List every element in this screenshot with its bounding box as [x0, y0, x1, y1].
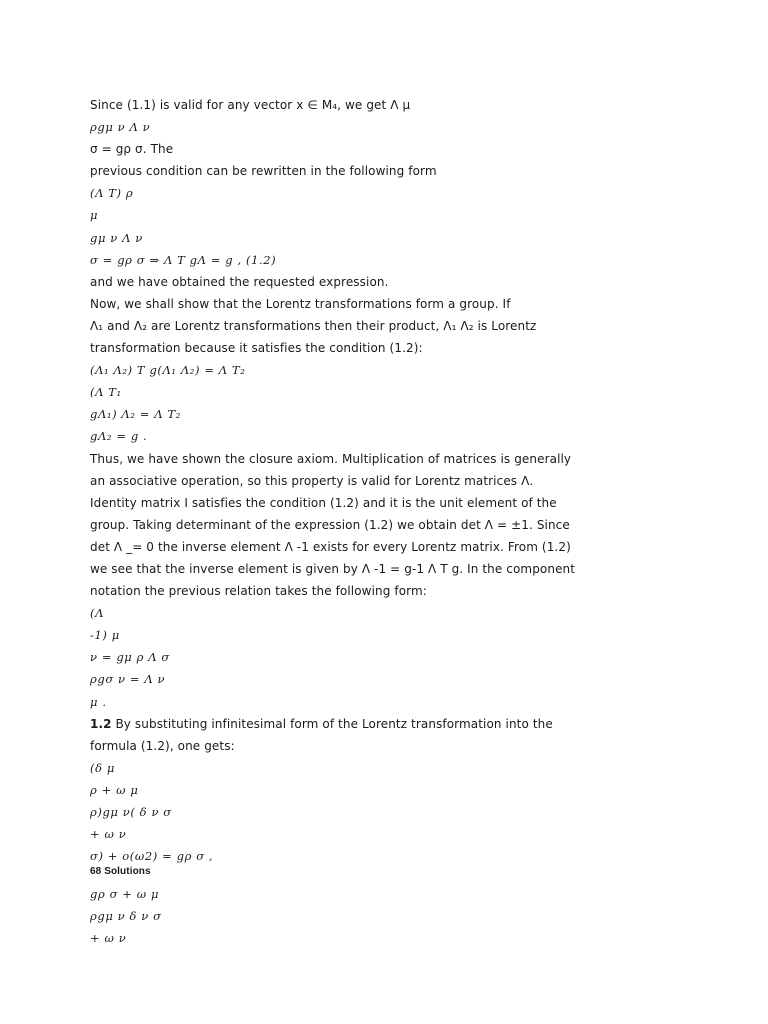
line-text: By substituting infinitesimal form of the Lorentz transformation into the [111, 716, 553, 731]
text-line [90, 403, 730, 425]
text-line [90, 492, 730, 514]
text-line [90, 558, 730, 580]
text-line [90, 668, 730, 690]
text-line [90, 735, 730, 757]
line-text: (Λ₁ Λ₂) T g(Λ₁ Λ₂) = Λ T₂ [90, 363, 246, 378]
text-line [90, 293, 730, 315]
line-text: μ . [90, 694, 107, 709]
text-line [90, 425, 730, 447]
text-line [90, 204, 730, 226]
text-line [90, 337, 730, 359]
line-text: ρ)gμ ν( δ ν σ [90, 805, 172, 819]
line-text: Thus, we have shown the closure axiom. Multiplication of matrices is generally [90, 451, 572, 466]
line-text: ρ + ω μ [90, 782, 139, 797]
line-text: ρgσ ν = Λ ν [90, 672, 166, 687]
line-text: ν = gμ ρ Λ σ [90, 650, 170, 665]
text-line [90, 381, 730, 403]
text-line [90, 359, 730, 381]
line-text: we see that the inverse element is given by Λ -1 = g-1 Λ T g. In the component [90, 561, 576, 576]
text-line [90, 315, 730, 337]
line-text: (δ μ [90, 760, 115, 775]
problem-number: 1.2 [90, 716, 112, 731]
text-line [90, 691, 730, 713]
line-text: an associative operation, so this property is valid for Lorentz matrices Λ. [90, 473, 534, 488]
line-text: det Λ _= 0 the inverse element Λ -1 exists for every Lorentz matrix. From (1.2) [90, 539, 571, 554]
text-line [90, 160, 730, 182]
line-text: notation the previous relation takes the following form: [90, 584, 427, 599]
line-text: (Λ T₁ [90, 385, 122, 400]
line-text: + ω ν [90, 931, 127, 946]
line-text: ρgμ ν δ ν σ [90, 909, 162, 924]
text-line [90, 470, 730, 492]
text-line [90, 514, 730, 536]
line-text: ρgμ ν Λ ν [90, 120, 151, 135]
line-text: Since (1.1) is valid for any vector x ∈ M₄, we get Λ μ [90, 98, 411, 112]
line-text: Λ₁ and Λ₂ are Lorentz transformations then their product, Λ₁ Λ₂ is Lorentz [90, 318, 537, 333]
line-text: (Λ T) ρ [90, 186, 134, 201]
text-line [90, 757, 730, 779]
line-text: + ω ν [90, 827, 127, 842]
line-text: σ = gρ σ ⇒ Λ T gΛ = g , (1.2) [90, 252, 277, 267]
line-text: 68 Solutions [90, 866, 151, 878]
text-line [90, 646, 730, 668]
text-line [90, 536, 730, 558]
line-text: previous condition can be rewritten in the following form [90, 164, 437, 179]
text-line [90, 227, 730, 249]
text-line [90, 905, 730, 927]
line-text: group. Taking determinant of the expression (1.2) we obtain det Λ = ±1. Since [90, 517, 570, 532]
text-line [90, 602, 730, 624]
text-line [90, 116, 730, 138]
line-text: Identity matrix I satisfies the condition (1.2) and it is the unit element of the [90, 495, 557, 510]
line-text: -1) μ [90, 628, 120, 643]
line-text: σ) + o(ω2) = gρ σ , [90, 849, 214, 864]
line-text: gρ σ + ω μ [90, 887, 160, 902]
text-line [90, 624, 730, 646]
text-line [90, 580, 730, 602]
text-line [90, 448, 730, 470]
text-line [90, 713, 730, 735]
line-text: (Λ [90, 606, 104, 621]
line-text: μ [90, 208, 99, 223]
text-line [90, 883, 730, 905]
line-text: transformation because it satisfies the condition (1.2): [90, 341, 423, 356]
line-text: gΛ₂ = g . [90, 429, 148, 444]
line-text: gμ ν Λ ν [90, 230, 143, 245]
text-line [90, 927, 730, 949]
text-line [90, 271, 730, 293]
text-line [90, 249, 730, 271]
text-line [90, 779, 730, 801]
text-line [90, 182, 730, 204]
line-text: gΛ₁) Λ₂ = Λ T₂ [90, 407, 181, 422]
text-line [90, 801, 730, 823]
line-text: and we have obtained the requested expression. [90, 274, 389, 289]
line-text: Now, we shall show that the Lorentz transformations form a group. If [90, 296, 511, 311]
text-line [90, 94, 730, 116]
document-page [90, 94, 730, 950]
text-line [90, 138, 730, 160]
text-line [90, 823, 730, 845]
line-text: σ = gρ σ. The [90, 142, 174, 157]
line-text: formula (1.2), one gets: [90, 738, 235, 753]
